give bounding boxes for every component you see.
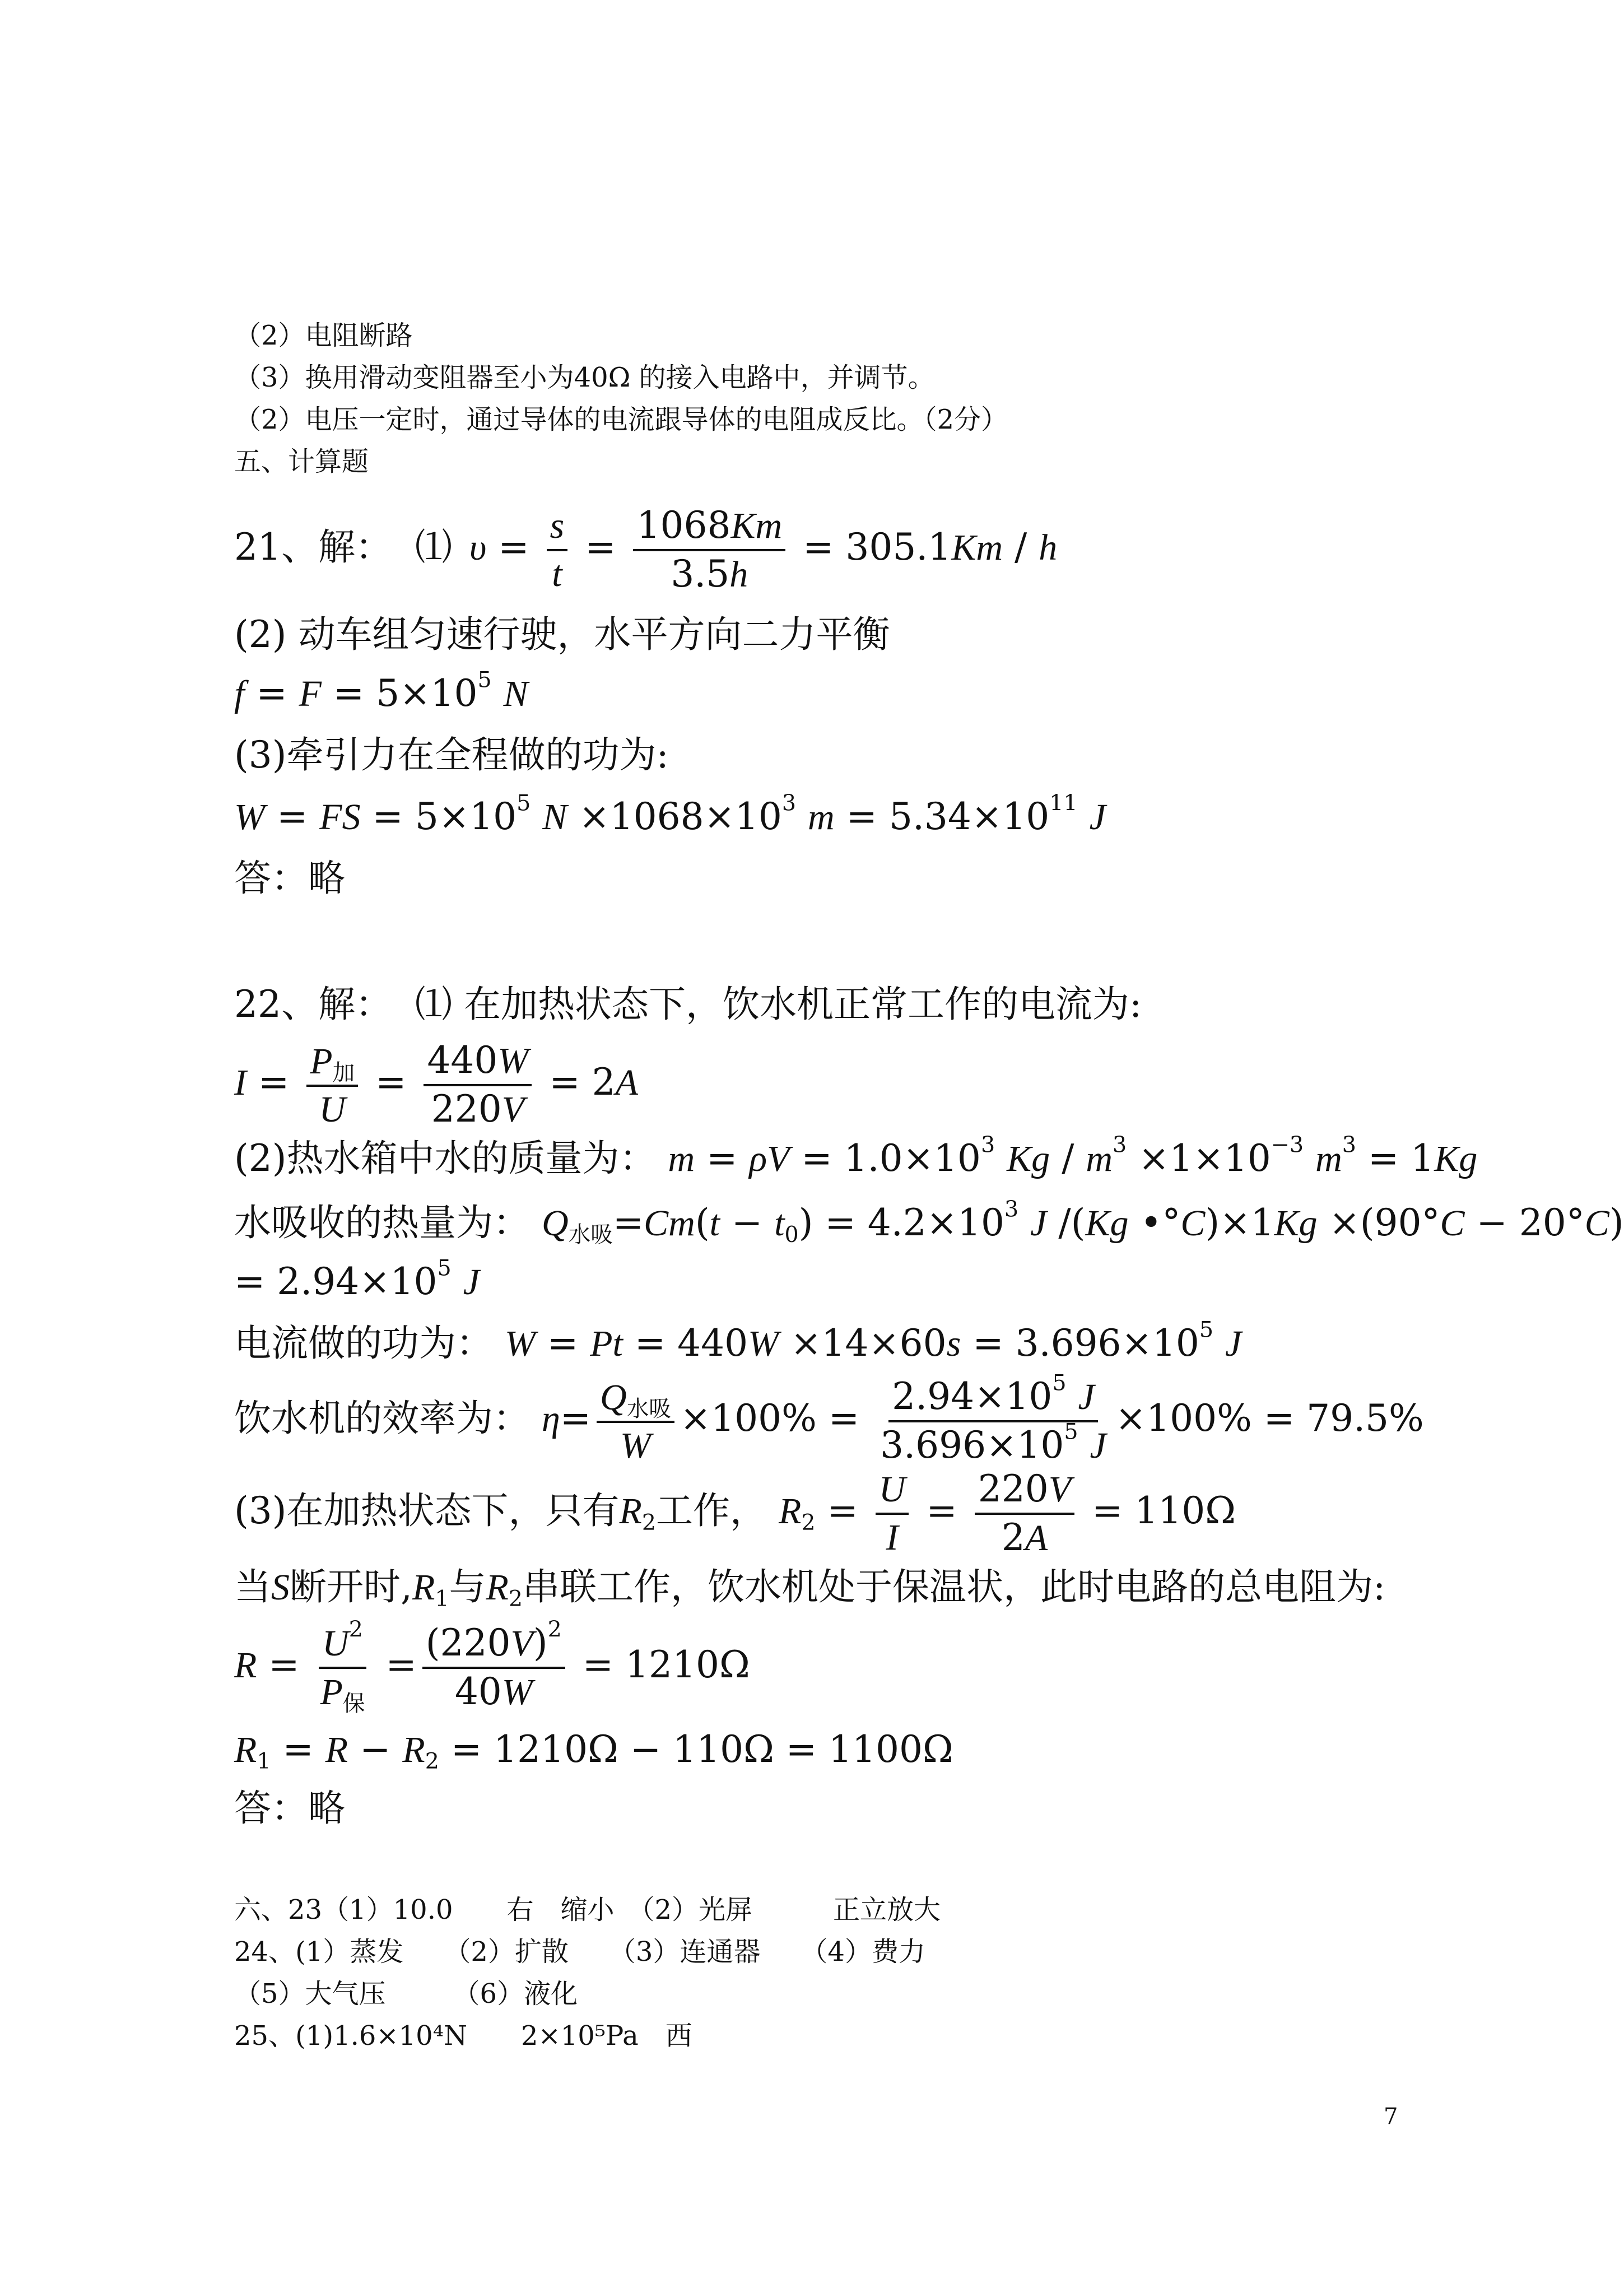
q22-heat: 水吸收的热量为： $Q_{水吸}=Cm(t - t_0) = 4.2\times 10^3$ J /(Kg •°C)×1Kg ×(90°C − 20°C): [234, 1196, 1624, 1248]
answer-line: 25、(1)1.6×10⁴N 2×10⁵Pa 西: [234, 2020, 692, 2052]
q22-answer: 答：略: [234, 1787, 345, 1830]
q21-step2-label: (2) 动车组匀速行驶，水平方向二力平衡: [234, 613, 890, 656]
q21-step3-eq: W = FS = $5\times 10^5$ $N \times 1068\times 10^3$ $m = 5.34\times 10^{11}$ J: [234, 790, 1106, 838]
page-number: 7: [1384, 2104, 1398, 2129]
q22-step2: (2)热水箱中水的质量为： $m = \rho V = 1.0\times 10^3$ $Kg / m^3 \times 1\times 10^{-3}$ $m^3 = 1Kg$: [234, 1132, 1478, 1180]
q22-work: 电流做的功为： $W = Pt = 440W \times 14\times 60s = 3.696\times 10^5$ J: [234, 1317, 1242, 1365]
answer-line: 24、(1）蒸发 （2）扩散 （3）连通器 （4）费力: [234, 1936, 925, 1968]
q22-series-eq: R = $\frac{U^2}{P_保}$ = $\frac{(220V)^2}{40W}$ = 1210Ω: [234, 1616, 750, 1717]
q22-series-label: 当S断开时$,R_1$与$R_2$串联工作，饮水机处于保温状，此时电路的总电阻为:: [234, 1565, 1386, 1612]
q22-head: 22、解：: [234, 983, 392, 1026]
answer-line: （3）换用滑动变阻器至小为40Ω 的接入电路中，并调节。: [234, 362, 935, 393]
q22-head-line: [234, 983, 1142, 1026]
answer-line: 六、23（1）10.0 右 缩小 （2）光屏 正立放大: [234, 1894, 941, 1925]
answer-line: （2）电阻断路: [234, 320, 413, 351]
q21-step2-eq: $f = F = 5\times 10^5$ N: [234, 667, 528, 715]
section-heading: 五、计算题: [234, 446, 369, 477]
q21-head: 21、解：: [234, 525, 392, 569]
q22-efficiency: 饮水机的效率为： η= $\frac{Q_{水吸}}{W}$ ×100% = $\frac{2.94\times 10^5 J}{3.696\times 10^5 J}$ ×100% = 79.5%: [234, 1370, 1424, 1467]
q21-step1-label: ⑴: [415, 525, 452, 569]
answer-line: （5）大气压 （6）液化: [234, 1978, 578, 2010]
q22-heat-result: = $2.94\times 10^5$ J: [234, 1255, 480, 1303]
q22-eff-label: 饮水机的效率为：: [234, 1397, 530, 1440]
q22-step2-label: (2)热水箱中水的质量为：: [234, 1137, 657, 1180]
answer-line: （2）电压一定时，通过导体的电流跟导体的电阻成反比。（2分）: [234, 404, 1008, 435]
q21-step3-label: (3)牵引力在全程做的功为:: [234, 733, 669, 776]
q21-step1: 21、解： ⑴ υ = $\frac{s}{t}$ = $\frac{1068Km}{3.5h}$ = 305.1Km / h: [234, 504, 1058, 596]
q22-step1-label: ⑴ 在加热状态下，饮水机正常工作的电流为:: [415, 983, 1142, 1026]
q21-answer: 答：略: [234, 857, 345, 900]
q22-work-label: 电流做的功为：: [234, 1322, 493, 1365]
q22-step1-eq: I = $\frac{P_加}{U}$ = $\frac{440W}{220V}$ = 2A: [234, 1039, 638, 1131]
q22-heat-label: 水吸收的热量为：: [234, 1201, 530, 1244]
q22-step3: (3)在加热状态下，只有$R_2$工作， $R_2$ = $\frac{U}{I}$ = $\frac{220V}{2A}$ = 110Ω: [234, 1467, 1236, 1559]
q22-r1-eq: $R_1 = R - R_2 = 1210\Omega - 110\Omega = 1100\Omega$: [234, 1728, 953, 1774]
